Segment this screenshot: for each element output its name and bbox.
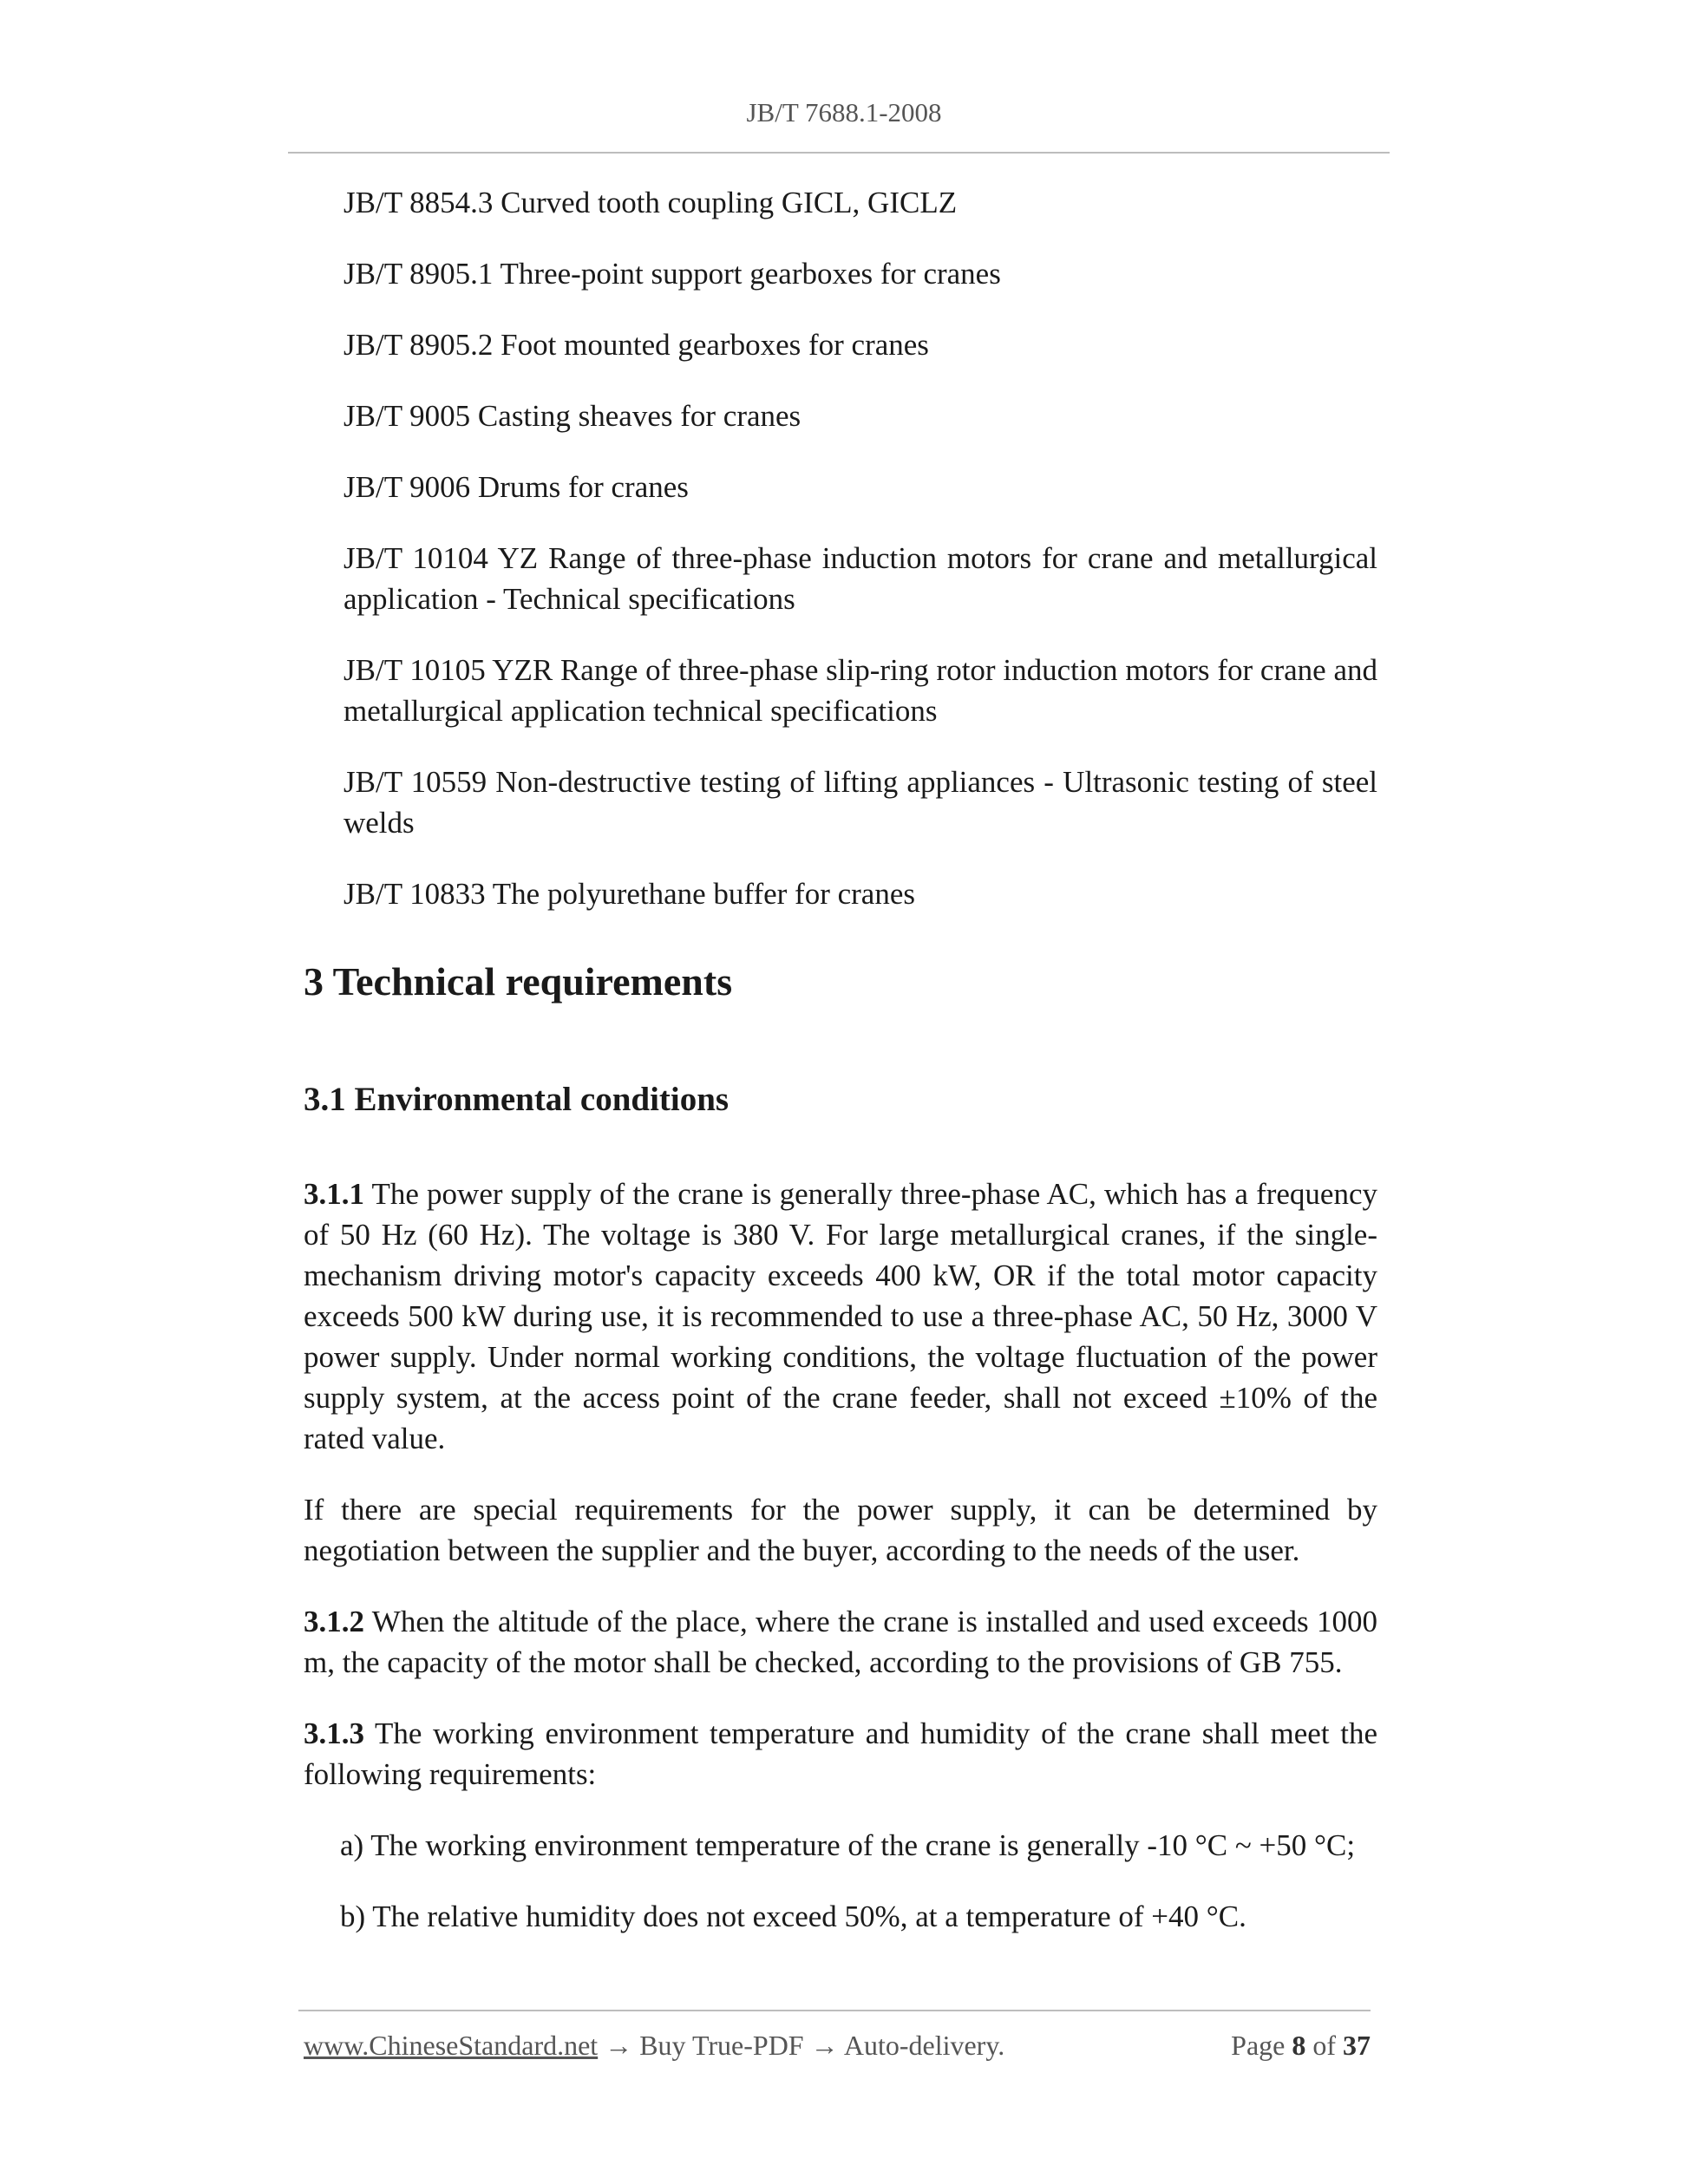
header-divider bbox=[288, 152, 1390, 154]
page-label: Page bbox=[1231, 2030, 1286, 2061]
clause-text: When the altitude of the place, where the crane is installed and used exceeds 1000 m, the capacity of the motor shall be checked, according to the provisions of GB 755. bbox=[304, 1605, 1377, 1679]
clause-text: The power supply of the crane is generally three-phase AC, which has a frequency of 50 Hz (60 Hz). The voltage is 380 V. For large metallurgical cranes, if the single-mechanism driving motor's capacity exceeds 400 kW, OR if the total motor capacity exceeds 500 kW during use, it is recommended to use a three-phase AC, 50 Hz, 3000 V power supply. Under normal working conditions, the voltage fluctuation of the power supply system, at the access point of the crane feeder, shall not exceed ±10% of the rated value. bbox=[304, 1177, 1377, 1455]
reference-item: JB/T 10104 YZ Range of three-phase induction motors for crane and metallurgical application - Technical specifications bbox=[343, 541, 1377, 616]
reference-item: JB/T 8854.3 Curved tooth coupling GICL, GICLZ bbox=[343, 186, 958, 219]
of-label: of bbox=[1312, 2030, 1336, 2061]
buy-text: Buy True-PDF bbox=[639, 2030, 804, 2061]
site-link[interactable]: www.ChineseStandard.net bbox=[304, 2030, 599, 2061]
section-body bbox=[304, 1174, 1377, 1967]
reference-item: JB/T 10105 YZR Range of three-phase slip-ring rotor induction motors for crane and metallurgical application technical specifications bbox=[343, 653, 1377, 728]
reference-item: JB/T 10833 The polyurethane buffer for cranes bbox=[343, 877, 915, 911]
footer-promo bbox=[304, 2030, 1004, 2062]
normative-references-list bbox=[343, 182, 1377, 945]
delivery-text: Auto-delivery. bbox=[843, 2030, 1005, 2061]
reference-item: JB/T 10559 Non-destructive testing of lifting appliances - Ultrasonic testing of steel welds bbox=[343, 765, 1377, 840]
subsection-heading: 3.1 Environmental conditions bbox=[304, 1081, 730, 1118]
page-number: 8 bbox=[1292, 2030, 1306, 2061]
clause-3-1-2 bbox=[304, 1601, 1377, 1683]
arrow-icon: → bbox=[810, 2030, 839, 2061]
requirement-item: a) The working environment temperature of the crane is generally -10 °C ~ +50 °C; bbox=[340, 1828, 1356, 1862]
page-indicator bbox=[1231, 2030, 1371, 2062]
clause-number: 3.1.1 bbox=[304, 1177, 364, 1211]
clause-3-1-1-supplement: If there are special requirements for the power supply, it can be determined by negotiation between the supplier and the buyer, according to the needs of the user. bbox=[304, 1493, 1377, 1567]
clause-number: 3.1.3 bbox=[304, 1716, 364, 1750]
reference-item: JB/T 8905.2 Foot mounted gearboxes for cranes bbox=[343, 328, 929, 362]
reference-item: JB/T 8905.1 Three-point support gearboxes for cranes bbox=[343, 257, 1001, 291]
reference-item: JB/T 9005 Casting sheaves for cranes bbox=[343, 399, 801, 433]
reference-item: JB/T 9006 Drums for cranes bbox=[343, 470, 689, 504]
clause-3-1-3 bbox=[304, 1713, 1377, 1795]
footer-divider bbox=[298, 2010, 1371, 2011]
clause-number: 3.1.2 bbox=[304, 1605, 364, 1638]
section-heading: 3 Technical requirements bbox=[304, 959, 733, 1004]
requirement-item: b) The relative humidity does not exceed 50%, at a temperature of +40 °C. bbox=[340, 1900, 1246, 1933]
page-total: 37 bbox=[1343, 2030, 1371, 2061]
clause-3-1-1 bbox=[304, 1174, 1377, 1459]
page-header: JB/T 7688.1-2008 bbox=[746, 97, 942, 128]
arrow-icon: → bbox=[605, 2030, 633, 2061]
clause-text: The working environment temperature and humidity of the crane shall meet the following requirements: bbox=[304, 1716, 1377, 1791]
